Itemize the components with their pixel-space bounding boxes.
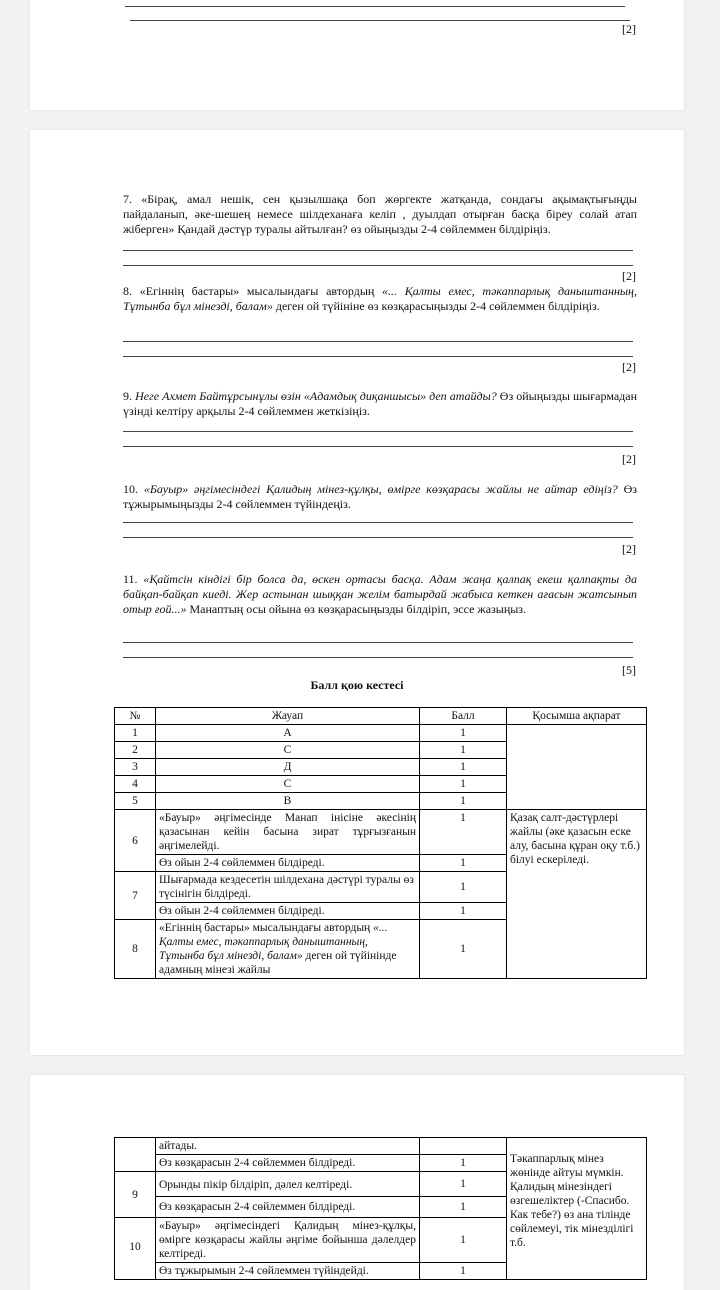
question-8-mark: [2]: [622, 360, 636, 374]
row-number: 7: [115, 872, 156, 920]
row-score: 1: [420, 793, 507, 810]
score-table-continued: [114, 1137, 647, 1280]
row-score: 1: [420, 855, 507, 872]
row-extra-info: Қазақ салт-дәстүрлері жайлы (әке қазасын еске алу, басына құран оқу т.б.) білуі ескеріледі.: [507, 810, 647, 979]
row-number: 2: [115, 742, 156, 759]
row-number: 1: [115, 725, 156, 742]
row-number: 8: [115, 920, 156, 979]
row-extra-info: Тәкаппарлық мінез жөнінде айтуы мүмкін. Қалидың мінезіндегі өзгешеліктер (-Спасибо. Как тебе?) өз ана тілінде сөйлемеуі, тік мінезділігі т.б.: [507, 1138, 647, 1280]
table-row: [115, 810, 647, 855]
row-answer: Өз көзқарасын 2-4 сөйлеммен білдіреді.: [156, 1197, 420, 1218]
answer-line: [123, 657, 633, 658]
question-9: 9. Неге Ахмет Байтұрсынұлы өзін «Адамдық диқаншысы» деп атайды? Өз ойыңызды шығармадан үзінді келтіру арқылы 2-4 сөйлеммен жеткізіңіз.: [123, 389, 638, 418]
row-score: 1: [420, 776, 507, 793]
row-score: 1: [420, 1263, 507, 1280]
score-table: [114, 707, 647, 979]
row-number-empty: [115, 1138, 156, 1172]
answer-line: [123, 431, 633, 432]
answer-line: [123, 446, 633, 447]
header-number: №: [115, 708, 156, 725]
question-mark: [2]: [622, 22, 636, 36]
row-number: 9: [115, 1172, 156, 1218]
row-answer: A: [156, 725, 420, 742]
question-7-mark: [2]: [622, 269, 636, 283]
row-score: 1: [420, 725, 507, 742]
row-number: 10: [115, 1218, 156, 1280]
score-table-title: Балл қою кестесі: [310, 678, 404, 692]
row-number: 3: [115, 759, 156, 776]
question-11: 11. «Қайтсін кіндігі бір болса да, өскен ортасы басқа. Адам жаңа қалпақ екеш қалпақты да байқап-байқап киеді. Жер астынан шыққан желім батырдай жабыса кеткен ағасын жатсынып отыр ғой...» Манаптың осы ойына өз көзқарасыңызды білдіріп, эссе жазыңыз.: [123, 572, 637, 616]
row-answer: «Егіннің бастары» мысалындағы автордың «... Қалты емес, тәкаппарлық даныштанның, Тұтынба бұл мінезді, балам» деген ой түйінінде адамның мінезі жайлы: [156, 920, 420, 979]
row-score: 1: [420, 759, 507, 776]
row-score: 1: [420, 1172, 507, 1197]
row-score: 1: [420, 1155, 507, 1172]
answer-line: [123, 356, 633, 357]
header-extra-info: Қосымша ақпарат: [507, 708, 647, 725]
answer-line: [123, 642, 633, 643]
page-next: [30, 1075, 684, 1290]
row-answer: Өз ойын 2-4 сөйлеммен білдіреді.: [156, 903, 420, 920]
row-answer: айтады.: [156, 1138, 420, 1155]
row-answer: B: [156, 793, 420, 810]
row-answer: Өз ойын 2-4 сөйлеммен білдіреді.: [156, 855, 420, 872]
row-score: 1: [420, 872, 507, 903]
row-score-empty: [420, 1138, 507, 1155]
row-extra-empty: [507, 725, 647, 810]
row-score: 1: [420, 742, 507, 759]
table-row: [115, 1138, 647, 1155]
row-score: 1: [420, 920, 507, 979]
row-answer: Өз көзқарасын 2-4 сөйлеммен білдіреді.: [156, 1155, 420, 1172]
row-number: 4: [115, 776, 156, 793]
row-answer: Д: [156, 759, 420, 776]
question-7: 7. «Бірақ, амал нешік, сен қызылшақа боп жөргекте жатқанда, сондағы ақымақтығыңды пайдаланып, әке-шешең немесе шілдеханаға келіп , дуылдап отырған басқа біреу солай атап жіберген» Қандай дәстүр туралы айтылған? өз ойыңызды 2-4 сөйлеммен білдіріңіз.: [123, 192, 637, 236]
answer-line: [125, 6, 625, 7]
row-number: 5: [115, 793, 156, 810]
row-score: 1: [420, 1197, 507, 1218]
table-header-row: [115, 708, 647, 725]
row-number: 6: [115, 810, 156, 872]
header-answer: Жауап: [156, 708, 420, 725]
row-answer: Орынды пікір білдіріп, дәлел келтіреді.: [156, 1172, 420, 1197]
question-10: 10. «Бауыр» әңгімесіндегі Қалидың мінез-құлқы, өмірге көзқарасы жайлы не айтар едіңіз? Өз тұжырымыңызды 2-4 сөйлеммен түйіндеңіз.: [123, 482, 638, 511]
page-top: [30, 0, 684, 110]
question-10-mark: [2]: [622, 542, 636, 556]
question-9-mark: [2]: [622, 452, 636, 466]
answer-line: [123, 522, 633, 523]
row-answer: «Бауыр» әңгімесінде Манап інісіне әкесінің қазасынан кейін басына зират тұрғызғанын әңгімелейді.: [156, 810, 420, 855]
row-answer: Шығармада кездесетін шілдехана дәстүрі туралы өз түсінігін білдіреді.: [156, 872, 420, 903]
answer-line: [123, 265, 633, 266]
answer-line: [123, 250, 633, 251]
answer-line: [130, 20, 630, 21]
header-score: Балл: [420, 708, 507, 725]
table-row: [115, 725, 647, 742]
row-score: 1: [420, 810, 507, 855]
question-8: 8. «Егіннің бастары» мысалындағы автордың «... Қалты емес, тәкаппарлық даныштанның, Тұтынба бұл мінезді, балам» деген ой түйініне өз көзқарасыңызды 2-4 сөйлеммен білдіріңіз.: [123, 284, 637, 313]
row-score: 1: [420, 1218, 507, 1263]
row-score: 1: [420, 903, 507, 920]
answer-line: [123, 537, 633, 538]
answer-line: [123, 341, 633, 342]
row-answer: Өз тұжырымын 2-4 сөйлеммен түйіндейді.: [156, 1263, 420, 1280]
row-answer: C: [156, 742, 420, 759]
row-answer: C: [156, 776, 420, 793]
row-answer: «Бауыр» әңгімесіндегі Қалидың мінез-құлқы, өмірге көзқарасы жайлы әңгіме бойынша дәлелдер келтіреді.: [156, 1218, 420, 1263]
question-11-mark: [5]: [622, 663, 636, 677]
page-main: [30, 130, 684, 1055]
